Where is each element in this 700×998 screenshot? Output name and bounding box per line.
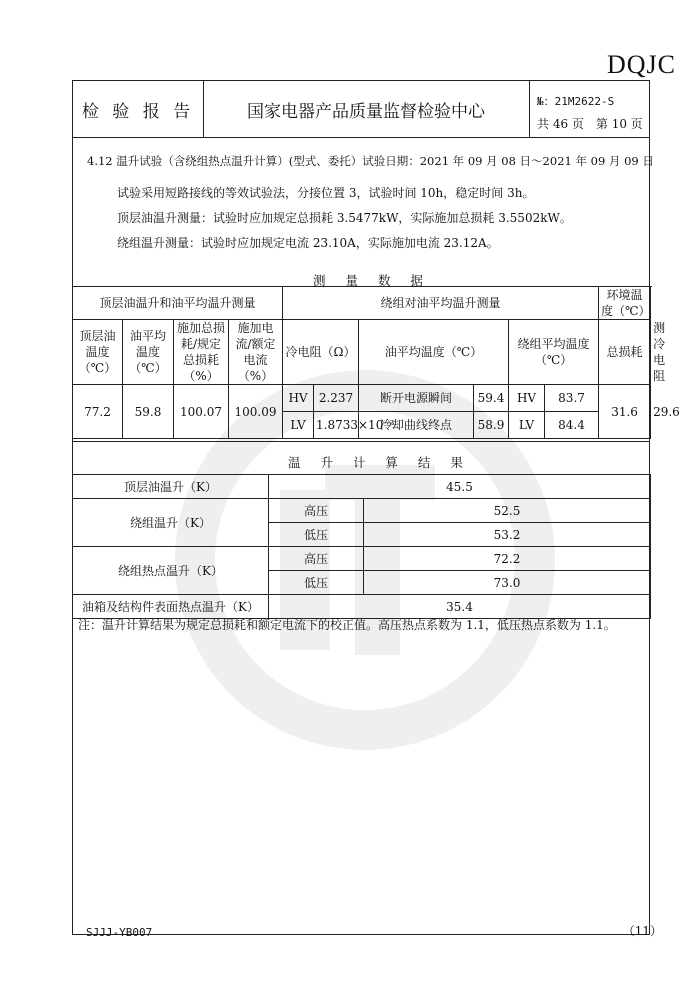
label-lv-res: LV [283,412,314,439]
result-tank-label: 油箱及结构件表面热点温升（K） [73,595,269,619]
group-top-oil-header: 顶层油温升和油平均温升测量 [73,287,283,320]
form-code: SJJJ-YB007 [86,926,153,939]
report-frame [72,80,680,935]
header-total-loss: 总损耗 [599,320,651,385]
header-avg-oil-temp: 油平均温度（℃） [123,320,174,385]
footnote: 注：温升计算结果为规定总损耗和额定电流下的校正值。高压热点系数为 1.1，低压热点系数为 1.1。 [78,618,616,632]
result-winding-hv-label: 高压 [269,499,364,523]
header-top-oil-temp: 顶层油温度（℃） [73,320,123,385]
label-lv-wind: LV [509,412,545,439]
value-oil-point-1: 59.4 [474,385,509,412]
label-hv-res: HV [283,385,314,412]
page-count: 共 46 页 第 10 页 [537,117,643,131]
result-winding-label: 绕组温升（K） [73,499,269,547]
page-number: （11） [622,924,662,938]
result-top-oil-value: 45.5 [269,475,651,499]
result-top-oil-label: 顶层油温升（K） [73,475,269,499]
report-label: 检 验 报 告 [73,81,204,137]
top-oil-measure-line: 顶层油温升测量：试验时应加规定总损耗 3.5477kW，实际施加总损耗 3.5502kW。 [117,211,572,225]
winding-measure-line: 绕组温升测量：试验时应加规定电流 23.10A，实际施加电流 23.12A。 [117,236,499,250]
value-wind-hv: 83.7 [545,385,599,412]
label-oil-point-1: 断开电源瞬间 [359,385,474,412]
group-winding-header: 绕组对油平均温升测量 [283,287,599,320]
corner-mark: DQJC [606,50,676,79]
result-hotspot-label: 绕组热点温升（K） [73,547,269,595]
value-wind-lv: 84.4 [545,412,599,439]
header-applied-current: 施加电流/额定电流（%） [229,320,283,385]
report-number: №：21M2622-S [537,95,615,108]
measurement-table: 顶层油温升和油平均温升测量 绕组对油平均温升测量 环境温度（℃） 顶层油温度（℃） 油平均温度（℃） 施加总损耗/规定总损耗（%） 施加电流/额定电流（%） 冷电阻（Ω） 油平均温度（℃） 绕组平均温度（℃） 总损耗 测冷电阻 77.2 59.8 100.07 100.09 HV 2.237 断开电源瞬间 59.4 HV 83.7 31.6 29.6 LV 1.8733×10⁻³ 冷却曲线终点 58.9 LV 84.4 [72,286,651,439]
label-hv-wind: HV [509,385,545,412]
result-tank-value: 35.4 [269,595,651,619]
value-avg-oil-temp: 59.8 [123,385,174,439]
result-hotspot-hv-value: 72.2 [364,547,651,571]
result-winding-hv-value: 52.5 [364,499,651,523]
result-winding-lv-label: 低压 [269,523,364,547]
results-section-title: 温 升 计 算 结 果 [288,455,471,470]
value-loss-pct: 100.07 [174,385,229,439]
value-res-lv: 1.8733×10⁻³ [314,412,359,439]
value-res-hv: 2.237 [314,385,359,412]
test-title: 4.12 温升试验（含绕组热点温升计算）(型式、委托）试验日期：2021 年 09 月 08 日～2021 年 09 月 09 日 [87,154,654,168]
header-cold-resistance: 冷电阻（Ω） [283,320,359,385]
value-top-oil-temp: 77.2 [73,385,123,439]
report-meta [529,81,649,137]
value-ambient-loss: 31.6 [599,385,651,439]
measure-section-title: 测 量 数 据 [313,273,431,288]
header-oil-average-temp: 油平均温度（℃） [359,320,509,385]
result-hotspot-hv-label: 高压 [269,547,364,571]
test-method-line: 试验采用短路接线的等效试验法，分接位置 3，试验时间 10h，稳定时间 3h。 [117,186,535,200]
organization-name: 国家电器产品质量监督检验中心 [203,81,530,137]
result-winding-lv-value: 53.2 [364,523,651,547]
result-hotspot-lv-value: 73.0 [364,571,651,595]
result-hotspot-lv-label: 低压 [269,571,364,595]
group-ambient-header: 环境温度（℃） [599,287,651,320]
header-applied-loss: 施加总损耗/规定总损耗（%） [174,320,229,385]
label-oil-point-2: 冷却曲线终点 [359,412,474,439]
report-header [73,81,649,138]
value-current-pct: 100.09 [229,385,283,439]
results-divider [73,441,649,442]
header-winding-average-temp: 绕组平均温度（℃） [509,320,599,385]
results-table [72,474,651,619]
value-oil-point-2: 58.9 [474,412,509,439]
